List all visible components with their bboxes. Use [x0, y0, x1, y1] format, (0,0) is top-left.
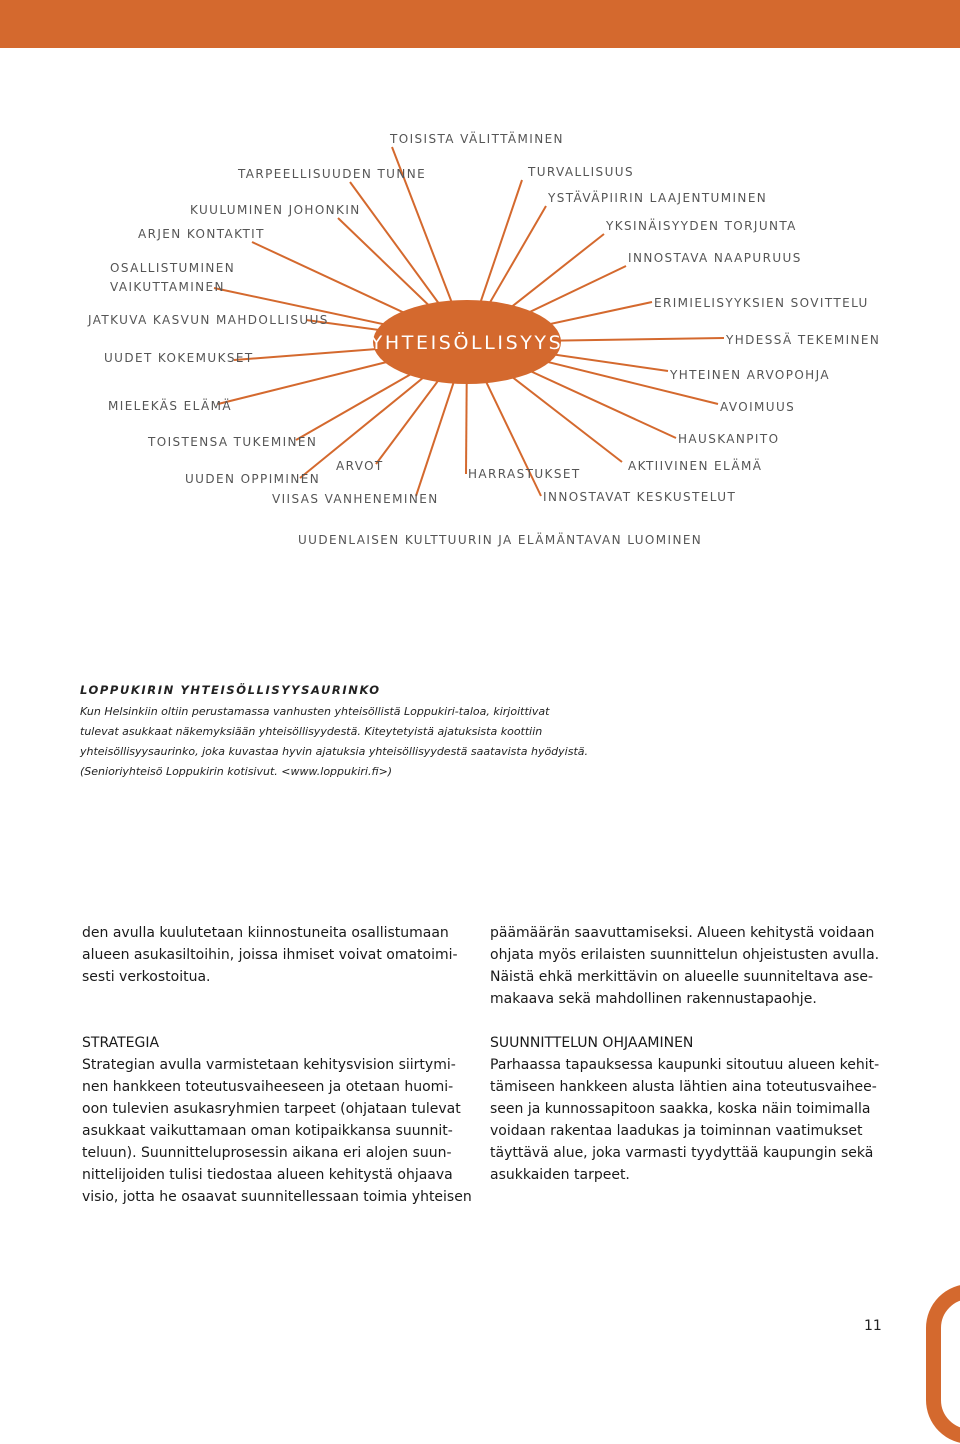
- sun-center-label: YHTEISÖLLISYYS: [370, 332, 564, 354]
- body-line: asukkaat vaikuttamaan oman kotipaikkansa suunnit-: [82, 1123, 453, 1139]
- body-line: alueen asukasiltoihin, joissa ihmiset voivat omatoimi-: [82, 947, 458, 963]
- body-line: täyttävä alue, joka varmasti tyydyttää kaupungin sekä: [490, 1145, 874, 1161]
- sun-ray-label: OSALLISTUMINEN: [110, 261, 236, 275]
- body-line: voidaan rakentaa laadukas ja toiminnan vaatimukset: [490, 1123, 863, 1139]
- sun-ray-label: ARJEN KONTAKTIT: [138, 227, 265, 241]
- sun-ray-label: HARRASTUKSET: [468, 467, 581, 481]
- community-sun-diagram: [0, 120, 960, 560]
- sun-ray-label: YSTÄVÄPIIRIN LAAJENTUMINEN: [548, 191, 768, 205]
- sun-ray-label: HAUSKANPITO: [678, 432, 780, 446]
- body-line: oon tulevien asukasryhmien tarpeet (ohjataan tulevat: [82, 1101, 461, 1117]
- sun-ray-label: YKSINÄISYYDEN TORJUNTA: [606, 219, 797, 233]
- diagram-caption: [80, 680, 600, 782]
- body-line: makaava sekä mahdollinen rakennustapaohje.: [490, 991, 817, 1007]
- sun-ray-label: TOISISTA VÄLITTÄMINEN: [390, 132, 564, 146]
- sun-ray-label: YHTEINEN ARVOPOHJA: [670, 368, 830, 382]
- body-line: teluun). Suunnitteluprosessin aikana eri alojen suun-: [82, 1145, 452, 1161]
- sun-ray-label: AVOIMUUS: [720, 400, 796, 414]
- body-line: den avulla kuulutetaan kiinnostuneita osallistumaan: [82, 925, 449, 941]
- caption-line: Kun Helsinkiin oltiin perustamassa vanhusten yhteisöllistä Loppukiri-taloa, kirjoittivat: [80, 705, 550, 718]
- body-line: Näistä ehkä merkittävin on alueelle suunniteltava ase-: [490, 969, 874, 985]
- body-line: Strategian avulla varmistetaan kehitysvision siirtymi-: [82, 1057, 456, 1073]
- sun-ray-label: KUULUMINEN JOHONKIN: [190, 203, 361, 217]
- top-color-band: [0, 0, 960, 48]
- sun-ray-label: AKTIIVINEN ELÄMÄ: [628, 459, 763, 473]
- body-line: sesti verkostoitua.: [82, 969, 211, 985]
- body-line: nittelijoiden tulisi tiedostaa alueen kehitystä ohjaava: [82, 1167, 453, 1183]
- sun-ray-label: VIISAS VANHENEMINEN: [272, 492, 439, 506]
- body-line: ohjata myös erilaisten suunnittelun ohjeistusten avulla.: [490, 947, 880, 963]
- sun-ray-label: INNOSTAVA NAAPURUUS: [628, 251, 802, 265]
- caption-line: (Senioriyhteisö Loppukirin kotisivut. <www.loppukiri.fi>): [80, 765, 393, 778]
- body-line: Parhaassa tapauksessa kaupunki sitoutuu alueen kehit-: [490, 1057, 880, 1073]
- sun-ray-label: VAIKUTTAMINEN: [110, 280, 225, 294]
- sun-ray-label: INNOSTAVAT KESKUSTELUT: [543, 490, 737, 504]
- decorative-corner-arc: [926, 1284, 960, 1444]
- section-heading-suunnittelun-ohjaaminen: SUUNNITTELUN OHJAAMINEN: [490, 1035, 694, 1051]
- sun-ray-label: TOISTENSA TUKEMINEN: [148, 435, 318, 449]
- sun-ray-label: UUDET KOKEMUKSET: [104, 351, 254, 365]
- section-heading-strategia: STRATEGIA: [82, 1035, 160, 1051]
- caption-title: LOPPUKIRIN YHTEISÖLLISYYSAURINKO: [80, 683, 381, 697]
- body-line: päämäärän saavuttamiseksi. Alueen kehitystä voidaan: [490, 925, 875, 941]
- caption-line: yhteisöllisyysaurinko, joka kuvastaa hyvin ajatuksia yhteisöllisyydestä saatavista hyödyistä.: [80, 745, 589, 758]
- sun-ray-label: YHDESSÄ TEKEMINEN: [726, 333, 881, 347]
- sun-ray-label: MIELEKÄS ELÄMÄ: [108, 399, 232, 413]
- body-line: seen ja kunnossapitoon saakka, koska näin toimimalla: [490, 1101, 871, 1117]
- sun-ray-label: JATKUVA KASVUN MAHDOLLISUUS: [88, 313, 329, 327]
- sun-ray-label: TARPEELLISUUDEN TUNNE: [238, 167, 427, 181]
- sun-ray-label: UUDEN OPPIMINEN: [185, 472, 321, 486]
- body-line: tämiseen hankkeen alusta lähtien aina toteutusvaihee-: [490, 1079, 877, 1095]
- sun-ray-label: ERIMIELISYYKSIEN SOVITTELU: [654, 296, 869, 310]
- page-number: 11: [864, 1318, 882, 1334]
- caption-line: tulevat asukkaat näkemyksiään yhteisöllisyydestä. Kiteytetyistä ajatuksista koottiin: [80, 725, 543, 738]
- right-text-column: [490, 922, 890, 1186]
- sun-ray-label: UUDENLAISEN KULTTUURIN JA ELÄMÄNTAVAN LUOMINEN: [298, 533, 703, 547]
- sun-ray-label: TURVALLISUUS: [528, 165, 634, 179]
- body-line: nen hankkeen toteutusvaiheeseen ja otetaan huomi-: [82, 1079, 454, 1095]
- sun-ray-label: ARVOT: [336, 459, 384, 473]
- left-text-column: [82, 922, 482, 1208]
- body-line: asukkaiden tarpeet.: [490, 1167, 630, 1183]
- body-line: visio, jotta he osaavat suunnitellessaan toimia yhteisen: [82, 1189, 472, 1205]
